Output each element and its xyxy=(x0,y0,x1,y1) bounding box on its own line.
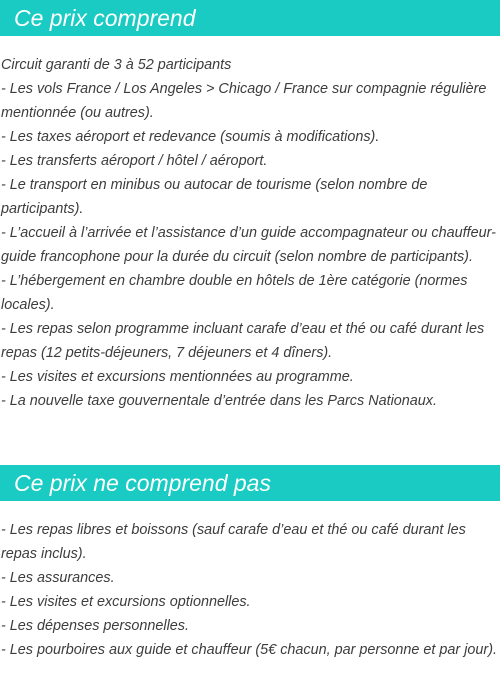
includes-item: - Les repas selon programme incluant carafe d’eau et thé ou café durant les repas (12 petits-déjeuners, 7 déjeuners et 4 dîners). xyxy=(1,321,485,361)
includes-item: - Les vols France / Los Angeles > Chicago / France sur compagnie régulière mentionnée (ou autres). xyxy=(1,81,487,121)
includes-item: - Les taxes aéroport et redevance (soumis à modifications). xyxy=(1,129,380,145)
price-includes-title: Ce prix comprend xyxy=(0,0,500,36)
excludes-item: - Les visites et excursions optionnelles. xyxy=(1,594,251,610)
includes-item: - Le transport en minibus ou autocar de tourisme (selon nombre de participants). xyxy=(1,177,428,217)
includes-item: Circuit garanti de 3 à 52 participants xyxy=(1,57,232,73)
includes-item: - La nouvelle taxe gouvernentale d’entrée dans les Parcs Nationaux. xyxy=(1,393,437,409)
excludes-item: - Les repas libres et boissons (sauf carafe d’eau et thé ou café durant les repas inclus). xyxy=(1,522,466,562)
price-includes-list xyxy=(0,36,500,413)
includes-item: - L’hébergement en chambre double en hôtels de 1ère catégorie (normes locales). xyxy=(1,273,468,313)
excludes-item: - Les pourboires aux guide et chauffeur (5€ chacun, par personne et par jour). xyxy=(1,642,497,658)
includes-item: - Les transferts aéroport / hôtel / aéroport. xyxy=(1,153,268,169)
price-excludes-title: Ce prix ne comprend pas xyxy=(0,465,500,501)
excludes-item: - Les dépenses personnelles. xyxy=(1,618,189,634)
price-excludes-list xyxy=(0,501,500,662)
includes-item: - L’accueil à l’arrivée et l’assistance d’un guide accompagnateur ou chauffeur-guide francophone pour la durée du circuit (selon nombre de participants). xyxy=(1,225,496,265)
excludes-item: - Les assurances. xyxy=(1,570,115,586)
price-excludes-section xyxy=(0,465,500,662)
includes-item: - Les visites et excursions mentionnées au programme. xyxy=(1,369,354,385)
